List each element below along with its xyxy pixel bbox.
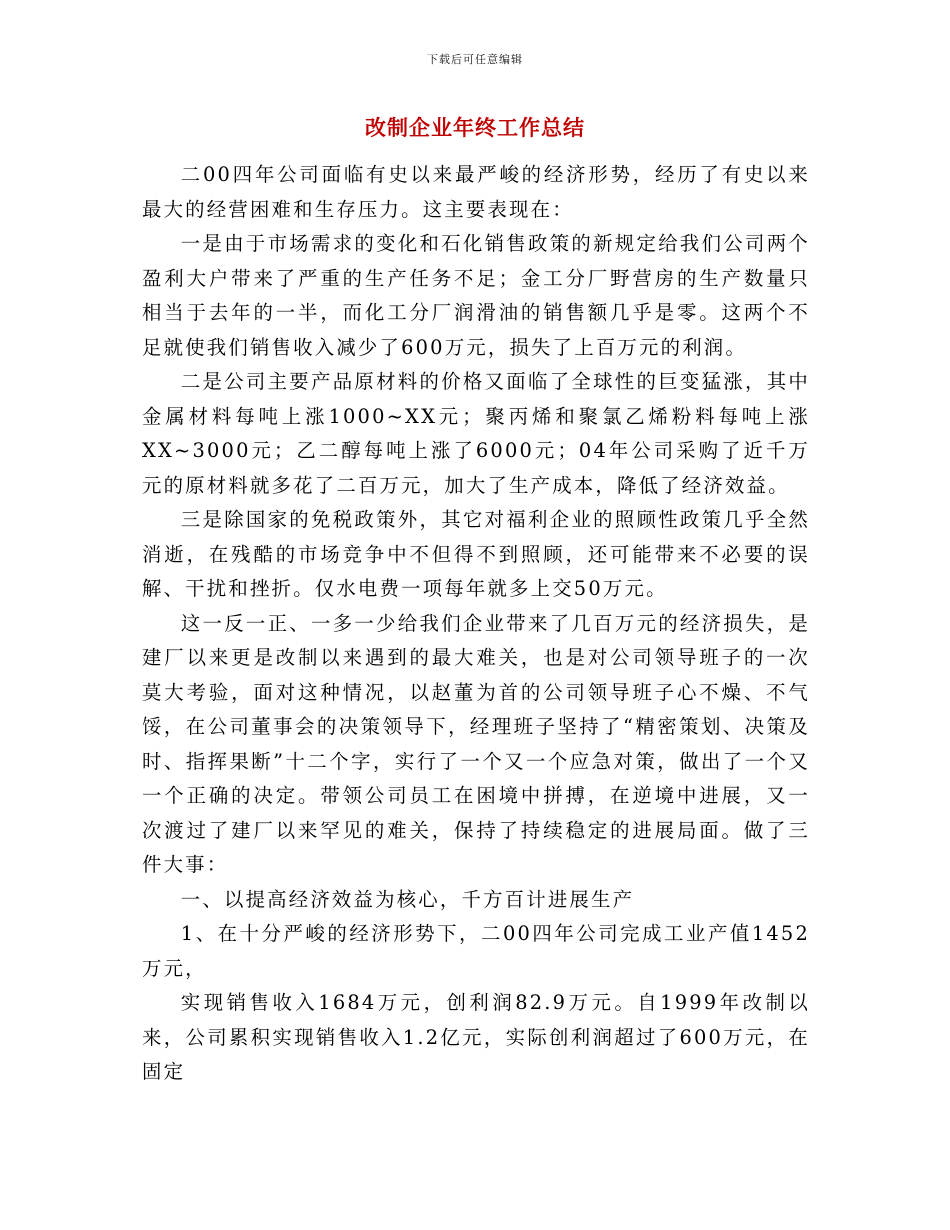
document-body — [142, 158, 810, 1090]
section-heading-1: 一、以提高经济效益为核心，千方百计进展生产 — [180, 887, 635, 911]
document-title: 改制企业年终工作总结 — [365, 115, 585, 140]
paragraph-7: 实现销售收入1684万元，创利润82.9万元。自1999年改制以来，公司累积实现销售收入1.2亿元，实际创利润超过了600万元，在固定 — [142, 991, 810, 1083]
header-note: 下载后可任意编辑 — [427, 53, 523, 66]
paragraph-4: 三是除国家的免税政策外，其它对福利企业的照顾性政策几乎全然消逝，在残酷的市场竞争中不但得不到照顾，还可能带来不必要的误解、干扰和挫折。仅水电费一项每年就多上交50万元。 — [142, 508, 810, 600]
paragraph-6: 1、在十分严峻的经济形势下，二00四年公司完成工业产值1452万元， — [142, 922, 810, 980]
paragraph-2: 一是由于市场需求的变化和石化销售政策的新规定给我们公司两个盈利大户带来了严重的生产任务不足；金工分厂野营房的生产数量只相当于去年的一半，而化工分厂润滑油的销售额几乎是零。这两个不足就使我们销售收入减少了600万元，损失了上百万元的利润。 — [142, 232, 810, 359]
paragraph-1: 二00四年公司面临有史以来最严峻的经济形势，经历了有史以来最大的经营困难和生存压力。这主要表现在： — [142, 163, 810, 221]
paragraph-5: 这一反一正、一多一少给我们企业带来了几百万元的经济损失，是建厂以来更是改制以来遇到的最大难关，也是对公司领导班子的一次莫大考验，面对这种情况，以赵董为首的公司领导班子心不燥、不气馁，在公司董事会的决策领导下，经理班子坚持了“精密策划、决策及时、指挥果断”十二个字，实行了一个又一个应急对策，做出了一个又一个正确的决定。带领公司员工在困境中拼搏，在逆境中进展，又一次渡过了建厂以来罕见的难关，保持了持续稳定的进展局面。做了三件大事： — [142, 611, 810, 876]
paragraph-3: 二是公司主要产品原材料的价格又面临了全球性的巨变猛涨，其中金属材料每吨上涨1000~XX元；聚丙烯和聚氯乙烯粉料每吨上涨XX~3000元；乙二醇每吨上涨了6000元；04年公司采购了近千万元的原材料就多花了二百万元，加大了生产成本，降低了经济效益。 — [142, 370, 810, 497]
